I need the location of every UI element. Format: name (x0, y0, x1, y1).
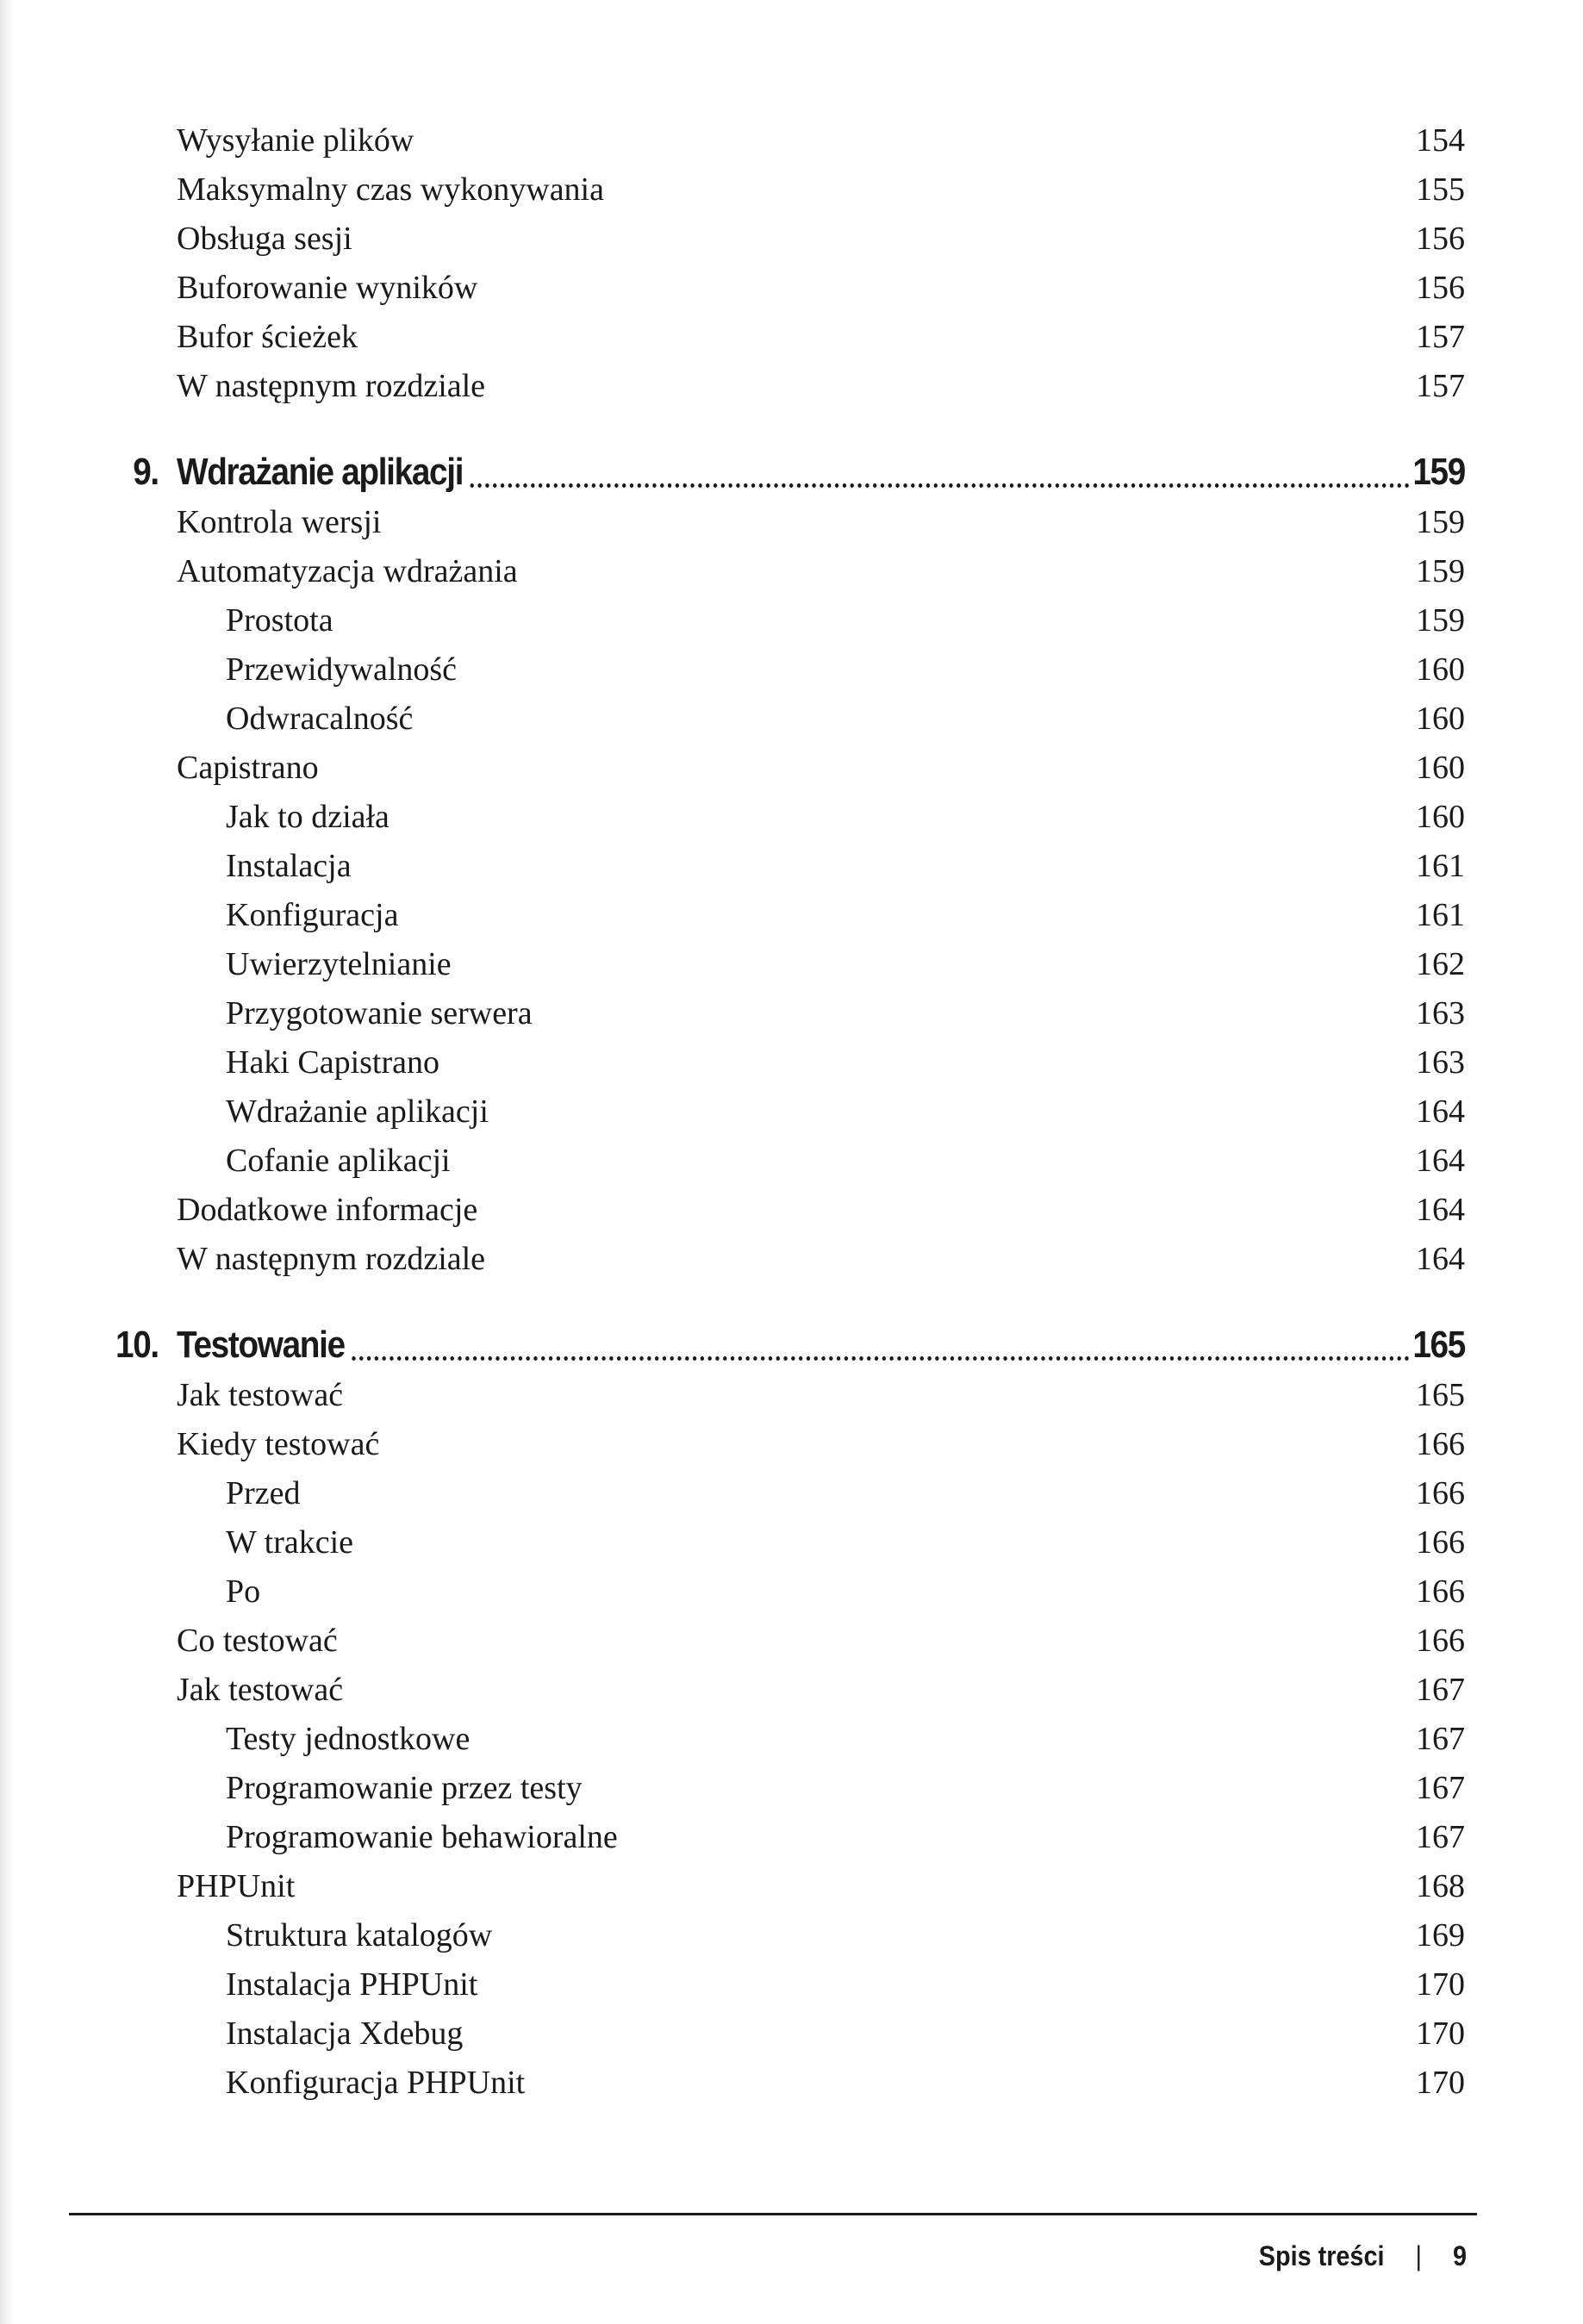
page-number: 170 (1416, 1966, 1465, 2003)
page-number: 165 (1416, 1377, 1465, 1413)
toc-subentry (226, 1469, 1465, 1518)
toc-entry (177, 744, 1465, 793)
toc-entry (177, 1371, 1465, 1420)
page-number: 157 (1416, 319, 1465, 355)
toc-entry (177, 498, 1465, 547)
entry-title: Instalacja (226, 848, 352, 884)
page-number: 164 (1416, 1093, 1465, 1130)
toc-subentry (226, 989, 1465, 1038)
toc-entry (177, 313, 1465, 362)
page-number: 162 (1416, 946, 1465, 982)
entry-title: Jak to działa (226, 799, 390, 835)
footer-page-number: 9 (1452, 2240, 1467, 2271)
entry-title: Prostota (226, 602, 333, 639)
page-number: 168 (1416, 1868, 1465, 1904)
toc-subentry (226, 1715, 1465, 1764)
page-number: 166 (1416, 1573, 1465, 1610)
toc-subentry (226, 1087, 1465, 1137)
page-number: 164 (1416, 1241, 1465, 1277)
dot-leader (352, 1356, 1410, 1361)
entry-title: Konfiguracja (226, 897, 399, 933)
toc-subentry (226, 940, 1465, 989)
toc-entry (177, 116, 1465, 165)
page-number: 159 (1416, 602, 1465, 639)
chapter-title: Testowanie (177, 1324, 345, 1366)
page-number: 156 (1416, 270, 1465, 306)
page-number: 166 (1416, 1623, 1465, 1659)
page-number: 167 (1416, 1721, 1465, 1757)
page-number: 160 (1416, 701, 1465, 737)
entry-title: Dodatkowe informacje (177, 1192, 478, 1228)
page-number: 159 (1412, 451, 1465, 493)
page-number: 163 (1416, 995, 1465, 1031)
entry-title: Capistrano (177, 750, 319, 786)
toc-subentry (226, 1813, 1465, 1862)
toc-entry (177, 215, 1465, 264)
toc-subentry (226, 1764, 1465, 1813)
toc-subentry (226, 2009, 1465, 2059)
entry-title: PHPUnit (177, 1868, 296, 1904)
page-number: 167 (1416, 1672, 1465, 1708)
entry-title: W następnym rozdziale (177, 368, 486, 404)
toc-subentry (226, 2059, 1465, 2108)
entry-title: Automatyzacja wdrażania (177, 553, 518, 589)
page-number: 155 (1416, 171, 1465, 208)
toc-entry (177, 1186, 1465, 1235)
entry-title: W następnym rozdziale (177, 1241, 486, 1277)
page-number: 163 (1416, 1044, 1465, 1081)
toc-subentry (226, 1518, 1465, 1567)
dot-leader (471, 483, 1410, 488)
toc-subentry (226, 596, 1465, 645)
page-number: 157 (1416, 368, 1465, 404)
page-number: 164 (1416, 1143, 1465, 1179)
toc-entry (177, 547, 1465, 596)
page-number: 165 (1412, 1324, 1465, 1366)
toc-subentry (226, 842, 1465, 891)
entry-title: Po (226, 1573, 261, 1610)
toc-entry (177, 264, 1465, 313)
entry-title: Konfiguracja PHPUnit (226, 2065, 526, 2101)
footer-section-title: Spis treści (1258, 2240, 1385, 2271)
page-number: 161 (1416, 848, 1465, 884)
entry-title: Kiedy testować (177, 1426, 380, 1462)
toc-subentry (226, 1137, 1465, 1186)
page-number: 156 (1416, 221, 1465, 257)
toc-entry (177, 1617, 1465, 1666)
entry-title: Struktura katalogów (226, 1917, 493, 1953)
entry-title: Wysyłanie plików (177, 122, 414, 159)
footer-separator: | (1415, 2240, 1422, 2271)
toc-entry (177, 362, 1465, 411)
page-number: 166 (1416, 1475, 1465, 1511)
entry-title: Instalacja PHPUnit (226, 1966, 478, 2003)
page-number: 167 (1416, 1770, 1465, 1806)
page-number: 159 (1416, 504, 1465, 540)
page-number: 160 (1416, 750, 1465, 786)
entry-title: Kontrola wersji (177, 504, 382, 540)
page-number: 170 (1416, 2065, 1465, 2101)
entry-title: Co testować (177, 1623, 338, 1659)
entry-title: Programowanie behawioralne (226, 1819, 618, 1855)
toc-subentry (226, 1911, 1465, 1960)
toc-subentry (226, 891, 1465, 940)
entry-title: Bufor ścieżek (177, 319, 358, 355)
chapter-title: Wdrażanie aplikacji (177, 451, 464, 493)
toc-entry (177, 1666, 1465, 1715)
toc-subentry (226, 1567, 1465, 1617)
entry-title: Testy jednostkowe (226, 1721, 471, 1757)
page-number: 164 (1416, 1192, 1465, 1228)
entry-title: Programowanie przez testy (226, 1770, 583, 1806)
entry-title: Jak testować (177, 1377, 344, 1413)
entry-title: Obsługa sesji (177, 221, 352, 257)
page-number: 166 (1416, 1524, 1465, 1561)
footer-rule (69, 2213, 1477, 2215)
page-number: 159 (1416, 553, 1465, 589)
entry-title: Uwierzytelnianie (226, 946, 452, 982)
entry-title: Przed (226, 1475, 301, 1511)
chapter-number: 9. (133, 451, 159, 493)
page-number: 169 (1416, 1917, 1465, 1953)
toc-subentry (226, 695, 1465, 744)
chapter-heading (133, 447, 1465, 496)
chapter-number: 10. (115, 1324, 159, 1366)
toc-entry (177, 1235, 1465, 1284)
entry-title: W trakcie (226, 1524, 354, 1561)
page-number: 167 (1416, 1819, 1465, 1855)
entry-title: Haki Capistrano (226, 1044, 440, 1081)
toc-entry (177, 1420, 1465, 1469)
page-number: 170 (1416, 2016, 1465, 2052)
entry-title: Odwracalność (226, 701, 414, 737)
page-number: 154 (1416, 122, 1465, 159)
entry-title: Wdrażanie aplikacji (226, 1093, 489, 1130)
toc-subentry (226, 1038, 1465, 1087)
toc-subentry (226, 645, 1465, 695)
entry-title: Przygotowanie serwera (226, 995, 533, 1031)
toc-entry (177, 165, 1465, 215)
entry-title: Instalacja Xdebug (226, 2016, 464, 2052)
toc-entry (177, 1862, 1465, 1911)
toc-subentry (226, 1960, 1465, 2009)
chapter-heading (115, 1320, 1465, 1369)
entry-title: Buforowanie wyników (177, 270, 478, 306)
page-number: 161 (1416, 897, 1465, 933)
page-number: 160 (1416, 651, 1465, 688)
entry-title: Maksymalny czas wykonywania (177, 171, 604, 208)
entry-title: Cofanie aplikacji (226, 1143, 451, 1179)
page-number: 166 (1416, 1426, 1465, 1462)
toc-subentry (226, 793, 1465, 842)
page-number: 160 (1416, 799, 1465, 835)
entry-title: Przewidywalność (226, 651, 458, 688)
entry-title: Jak testować (177, 1672, 344, 1708)
page-footer (1259, 2240, 1467, 2272)
